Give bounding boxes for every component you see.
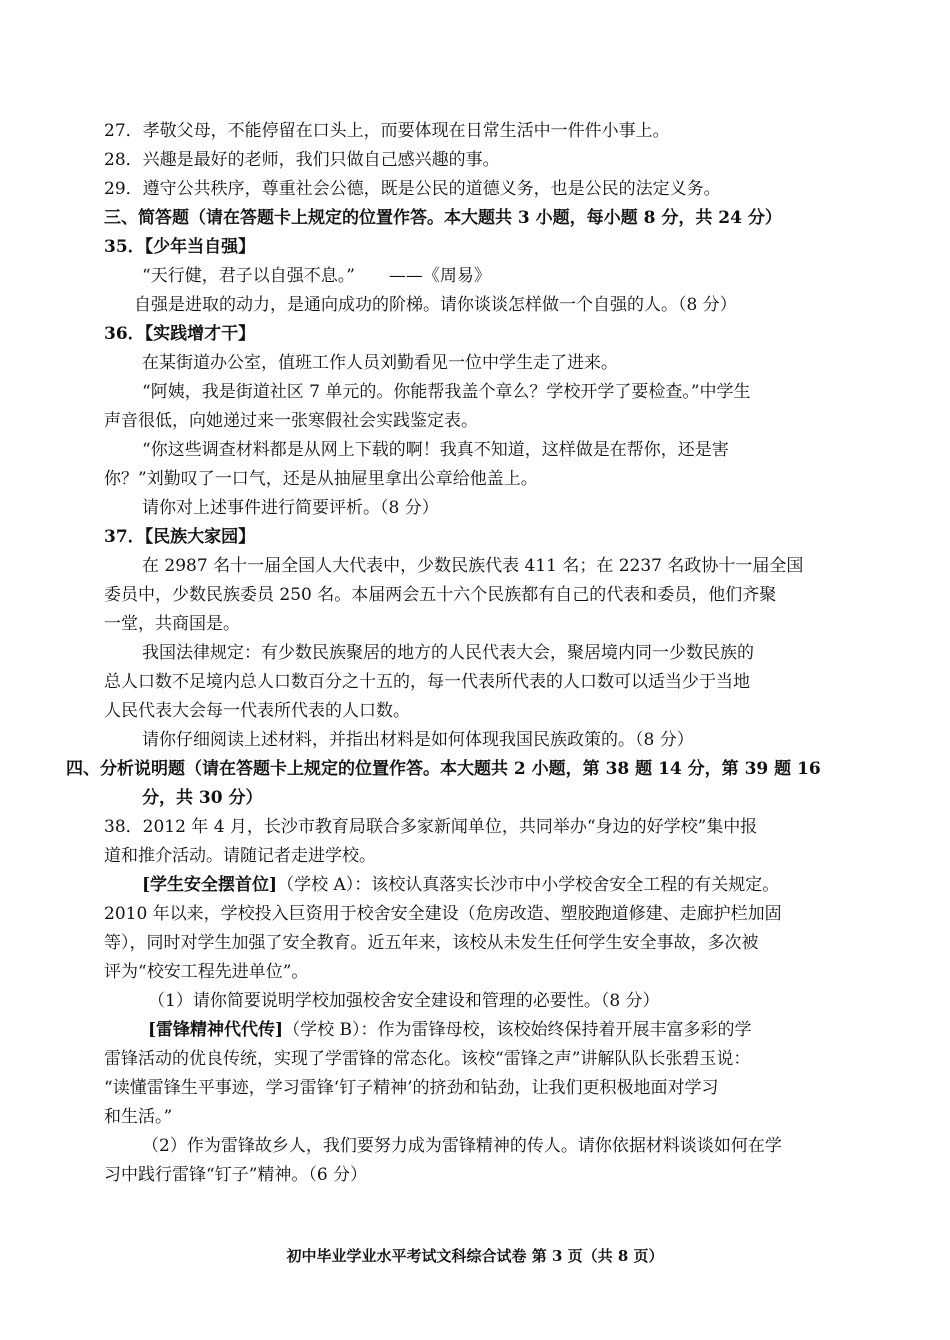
school-b-text: （学校 B）：作为雷锋母校，该校始终保持着开展丰富多彩的学 (283, 1020, 752, 1040)
school-b-line: 和生活。” (104, 1107, 173, 1127)
q37-line: 一堂，共商国是。 (104, 614, 240, 634)
q35-quote: “天行健，君子以自强不息。” ——《周易》 (142, 266, 491, 286)
school-a-line: 2010 年以来，学校投入巨资用于校舍安全建设（危房改造、塑胶跑道修建、走廊护栏加固 (104, 904, 782, 924)
page-footer: 初中毕业学业水平考试文科综合试卷 第 3 页（共 8 页） (286, 1247, 664, 1265)
q38-sub2-cont: 习中践行雷锋“钉子”精神。（6 分） (104, 1165, 368, 1185)
school-a-line: 评为“校安工程先进单位”。 (104, 962, 309, 982)
section-4-heading: 四、分析说明题（请在答题卡上规定的位置作答。本大题共 2 小题，第 38 题 14 分，第 39 题 16 (66, 759, 821, 779)
item-28: 28．兴趣是最好的老师，我们只做自己感兴趣的事。 (104, 150, 500, 170)
school-b-line: 雷锋活动的优良传统，实现了学雷锋的常态化。该校“雷锋之声”讲解队队长张碧玉说： (104, 1049, 751, 1069)
item-27: 27．孝敬父母，不能停留在口头上，而要体现在日常生活中一件件小事上。 (104, 121, 670, 141)
school-b-line: “读懂雷锋生平事迹，学习雷锋‘钉子精神’的挤劲和钻劲，让我们更积极地面对学习 (104, 1078, 719, 1098)
q38-intro-cont: 道和推介活动。请随记者走进学校。 (104, 846, 376, 866)
section-3-heading: 三、简答题（请在答题卡上规定的位置作答。本大题共 3 小题，每小题 8 分，共 24 分） (104, 208, 782, 228)
q35-prompt: 自强是进取的动力，是通向成功的阶梯。请你谈谈怎样做一个自强的人。（8 分） (134, 295, 737, 315)
q38-intro: 38．2012 年 4 月，长沙市教育局联合多家新闻单位，共同举办“身边的好学校”集中报 (104, 817, 758, 837)
school-a-text: （学校 A）：该校认真落实长沙市中小学校舍安全工程的有关规定。 (277, 875, 780, 895)
q37-line: 我国法律规定：有少数民族聚居的地方的人民代表大会，聚居境内同一少数民族的 (142, 643, 754, 663)
q36-line: 声音很低，向她递过来一张寒假社会实践鉴定表。 (104, 411, 478, 431)
school-a-label: [学生安全摆首位] (142, 875, 278, 895)
q38-sub1: （1）请你简要说明学校加强校舍安全建设和管理的必要性。（8 分） (148, 991, 660, 1011)
q38-school-b (148, 1019, 752, 1041)
q38-school-a (142, 874, 779, 896)
q37-line: 委员中，少数民族委员 250 名。本届两会五十六个民族都有自己的代表和委员，他们齐聚 (104, 585, 777, 605)
q37-line: 总人口数不足境内总人口数百分之十五的，每一代表所代表的人口数可以适当少于当地 (104, 672, 750, 692)
q36-prompt: 请你对上述事件进行简要评析。（8 分） (142, 498, 439, 518)
q36-line: 你？”刘勤叹了一口气，还是从抽屉里拿出公章给他盖上。 (104, 469, 538, 489)
q35-title: 35．【少年当自强】 (104, 237, 256, 257)
school-a-line: 等），同时对学生加强了安全教育。近五年来，该校从未发生任何学生安全事故，多次被 (104, 933, 759, 953)
q36-line: “你这些调查材料都是从网上下载的啊！我真不知道，这样做是在帮你，还是害 (142, 440, 729, 460)
q36-line: 在某街道办公室，值班工作人员刘勤看见一位中学生走了进来。 (142, 353, 618, 373)
q36-title: 36．【实践增才干】 (104, 324, 256, 344)
q37-line: 人民代表大会每一代表所代表的人口数。 (104, 701, 410, 721)
q37-line: 在 2987 名十一届全国人大代表中，少数民族代表 411 名；在 2237 名政协十一届全国 (142, 556, 804, 576)
q36-line: “阿姨，我是街道社区 7 单元的。你能帮我盖个章么？学校开学了要检查。”中学生 (142, 382, 751, 402)
q37-prompt: 请你仔细阅读上述材料，并指出材料是如何体现我国民族政策的。（8 分） (142, 730, 694, 750)
q38-sub2: （2）作为雷锋故乡人，我们要努力成为雷锋精神的传人。请你依据材料谈谈如何在学 (142, 1136, 782, 1156)
section-4-heading-cont: 分，共 30 分） (142, 788, 263, 808)
q37-title: 37．【民族大家园】 (104, 527, 256, 547)
item-29: 29．遵守公共秩序，尊重社会公德，既是公民的道德义务，也是公民的法定义务。 (104, 179, 721, 199)
school-b-label: [雷锋精神代代传] (148, 1020, 284, 1040)
